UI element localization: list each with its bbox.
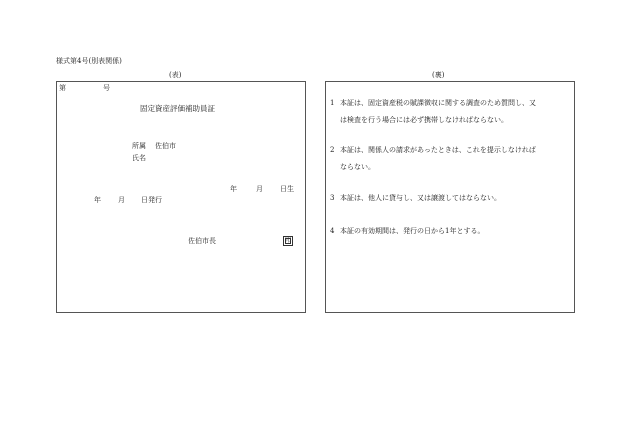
back-item-1-num: 1 xyxy=(330,99,335,107)
form-title: 様式第4号(別表関係) xyxy=(56,57,122,65)
back-item-3-line1: 本証は、他人に貸与し、又は譲渡してはならない。 xyxy=(340,194,501,202)
number-prefix: 第 xyxy=(59,84,66,92)
back-item-2-line1: 本証は、関係人の請求があったときは、これを提示しなければ xyxy=(340,146,536,154)
issue-year: 年 xyxy=(94,196,101,204)
back-item-4-num: 4 xyxy=(330,227,335,235)
affiliation-value: 佐伯市 xyxy=(155,142,176,150)
seal-stamp: 印 xyxy=(284,237,291,244)
back-heading: (裏) xyxy=(432,71,445,79)
issue-day: 日発行 xyxy=(141,196,162,204)
name-label: 氏名 xyxy=(132,154,146,162)
issue-month: 月 xyxy=(118,196,125,204)
back-item-1-line2: は検査を行う場合には必ず携帯しなければならない。 xyxy=(340,116,508,124)
affiliation-label: 所属 xyxy=(132,142,146,150)
certificate-title: 固定資産評価補助員証 xyxy=(140,104,215,113)
birth-year: 年 xyxy=(230,185,237,193)
front-heading: (表) xyxy=(169,71,182,79)
back-item-2-num: 2 xyxy=(330,146,335,154)
issuer: 佐伯市長 xyxy=(188,237,216,245)
birth-day: 日生 xyxy=(280,185,294,193)
back-item-1-line1: 本証は、固定資産税の賦課徴収に関する調査のため質問し、又 xyxy=(340,99,536,107)
number-suffix: 号 xyxy=(103,84,110,92)
back-item-2-line2: ならない。 xyxy=(340,163,375,171)
back-item-3-num: 3 xyxy=(330,194,335,202)
back-item-4-line1: 本証の有効期間は、発行の日から1年とする。 xyxy=(340,227,485,235)
birth-month: 月 xyxy=(256,185,263,193)
